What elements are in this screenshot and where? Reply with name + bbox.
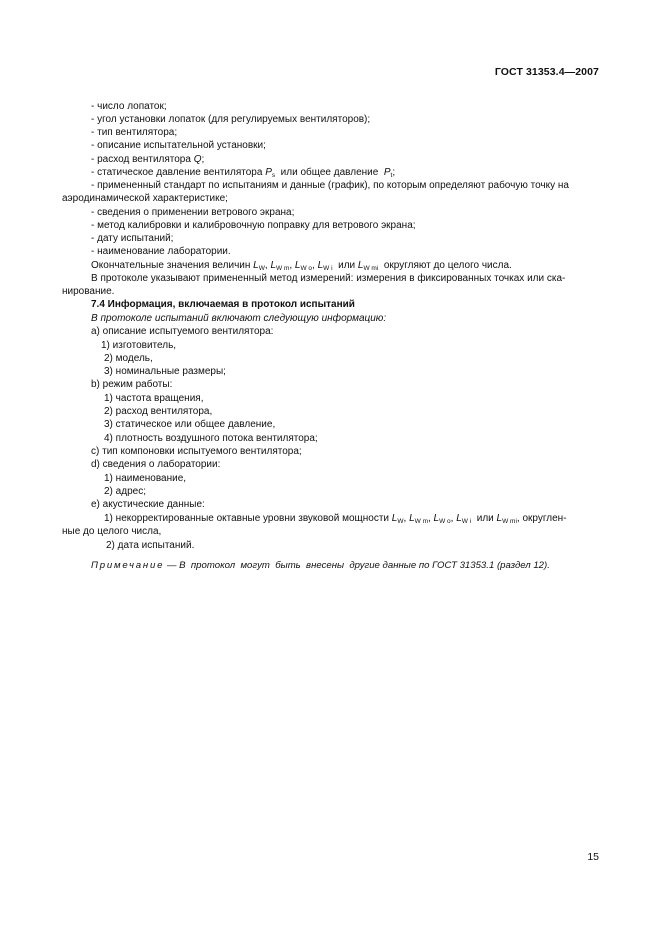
report-item-b3: 3) статическое или общее давление, <box>104 419 276 430</box>
report-item-a1: 1) изготовитель, <box>101 340 177 351</box>
page-number: 15 <box>587 851 599 863</box>
report-item-e1-line2: ные до целого числа, <box>62 526 162 537</box>
list-item-standard-line2: аэродинамической характеристике; <box>62 193 228 204</box>
report-item-e: e) акустические данные: <box>91 499 205 510</box>
list-item-blade-angle: - угол установки лопаток (для регулируемых вентиляторов); <box>91 114 371 125</box>
note <box>91 559 550 572</box>
report-item-d: d) сведения о лаборатории: <box>91 459 221 470</box>
report-item-a: а) описание испытуемого вентилятора: <box>91 326 274 337</box>
report-item-e1: 1) некорректированные октавные уровни звуковой мощности $L_W$, $L_{W m}$, $L_{W o}$, $L_{W i}$ или $L_{W mi}$, округлен- <box>104 513 567 525</box>
report-item-e2: 2) дата испытаний. <box>106 540 195 551</box>
list-item-blades-count: - число лопаток; <box>91 101 167 112</box>
list-item-calibration: - метод калибровки и калибровочную поправку для ветрового экрана; <box>91 220 416 231</box>
document-header: ГОСТ 31353.4—2007 <box>494 66 599 78</box>
note-text: — В протокол могут быть внесены другие данные по ГОСТ 31353.1 (раздел 12). <box>164 560 550 571</box>
report-item-b4: 4) плотность воздушного потока вентилятора; <box>104 433 318 444</box>
section-title: 7.4 Информация, включаемая в протокол испытаний <box>91 299 355 310</box>
list-item-standard-line1: - примененный стандарт по испытаниям и данные (график), по которым определяют рабочую точку на <box>91 180 569 191</box>
list-item-lab-name: - наименование лаборатории. <box>91 246 231 257</box>
method-paragraph-line1: В протоколе указывают примененный метод измерений: измерения в фиксированных точках или ска- <box>91 273 566 284</box>
list-item-test-setup: - описание испытательной установки; <box>91 140 266 151</box>
report-item-a2: 2) модель, <box>104 353 153 364</box>
list-item-fan-type: - тип вентилятора; <box>91 127 178 138</box>
report-item-d1: 1) наименование, <box>104 473 187 484</box>
report-item-b2: 2) расход вентилятора, <box>104 406 213 417</box>
method-paragraph-line2: нирование. <box>62 286 115 297</box>
report-item-d2: 2) адрес; <box>104 486 146 497</box>
final-values-paragraph: Окончательные значения величин $L_W$, $L_{W m}$, $L_{W o}$, $L_{W i}$ или $L_{W mi}$ округляют до целого числа. <box>91 260 512 272</box>
list-item-flow-rate: - расход вентилятора Q; <box>91 154 205 165</box>
section-intro: В протоколе испытаний включают следующую информацию: <box>91 313 387 324</box>
list-item-test-date: - дату испытаний; <box>91 233 174 244</box>
report-item-b1: 1) частота вращения, <box>104 393 204 404</box>
report-item-a3: 3) номинальные размеры; <box>104 366 226 377</box>
report-item-c: c) тип компоновки испытуемого вентилятора; <box>91 446 302 457</box>
report-item-b: b) режим работы: <box>91 379 173 390</box>
note-label: Примечание <box>91 560 165 571</box>
list-item-pressure: - статическое давление вентилятора $P_s$ или общее давление $P_t$; <box>91 167 396 179</box>
list-item-screen-info: - сведения о применении ветрового экрана; <box>91 207 295 218</box>
